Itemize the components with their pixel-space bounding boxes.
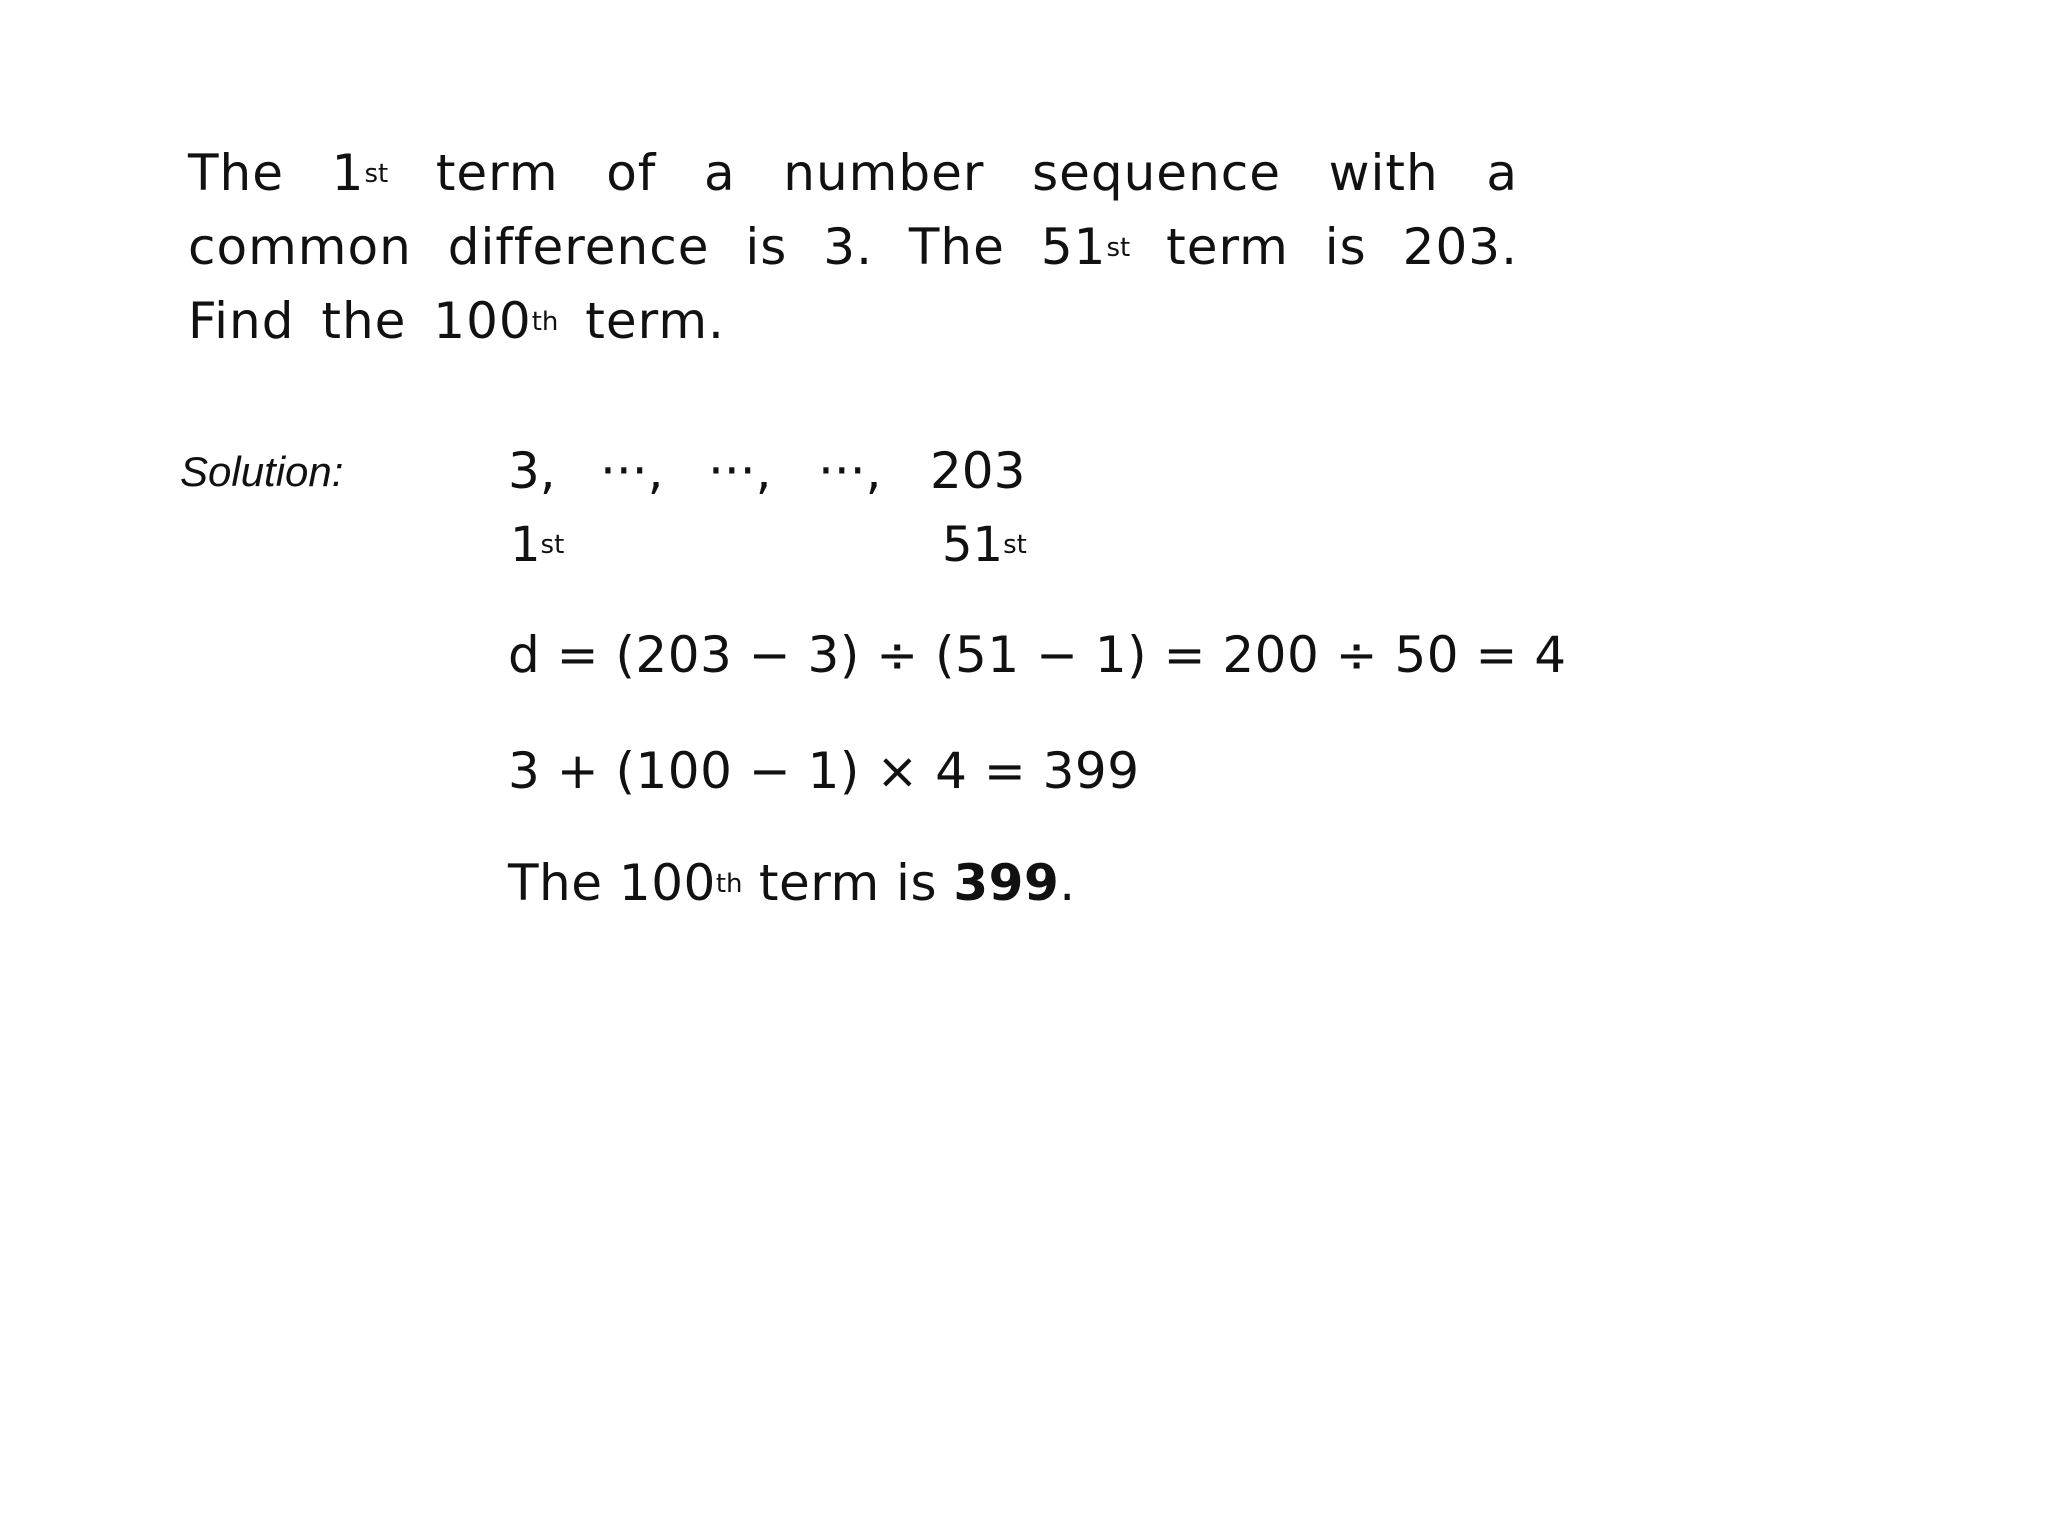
sequence-term: 3,: [508, 442, 556, 500]
ordinal-first: [510, 512, 564, 578]
ordinal-suffix: th: [531, 307, 559, 337]
ordinal-row: [508, 512, 1068, 578]
answer-text: .: [1059, 854, 1076, 912]
common-difference-equation: d = (203 − 3) ÷ (51 − 1) = 200 ÷ 50 = 4: [508, 626, 1567, 684]
nth-term-equation: 3 + (100 − 1) × 4 = 399: [508, 742, 1140, 800]
solution-label: Solution:: [180, 448, 344, 495]
ordinal-number: 1: [510, 517, 541, 573]
ordinal-suffix: st: [1003, 530, 1027, 560]
ordinal-suffix: th: [715, 869, 743, 899]
sequence-ellipsis: ···,: [818, 442, 882, 500]
sequence-row: [508, 438, 1068, 504]
problem-statement: [188, 136, 1518, 358]
ordinal-suffix: st: [364, 159, 389, 189]
ordinal-suffix: st: [540, 530, 565, 560]
sequence-ellipsis: ···,: [708, 442, 772, 500]
problem-text: term of a number sequence with a common difference is 3. The 51: [188, 144, 1518, 276]
ordinal-suffix: st: [1106, 233, 1131, 263]
ordinal-number: 51: [942, 517, 1004, 573]
answer-value: 399: [953, 854, 1060, 912]
sequence-ellipsis: ···,: [600, 442, 664, 500]
problem-text: term is 203. Find the 100: [188, 218, 1518, 350]
ordinal-last: [942, 512, 1027, 578]
problem-text: term.: [558, 292, 725, 350]
answer-sentence: [508, 848, 1076, 918]
problem-text: The 1: [188, 144, 365, 202]
answer-text: The 100: [508, 854, 716, 912]
answer-text: term is: [742, 854, 954, 912]
sequence-term: 203: [930, 442, 1026, 500]
